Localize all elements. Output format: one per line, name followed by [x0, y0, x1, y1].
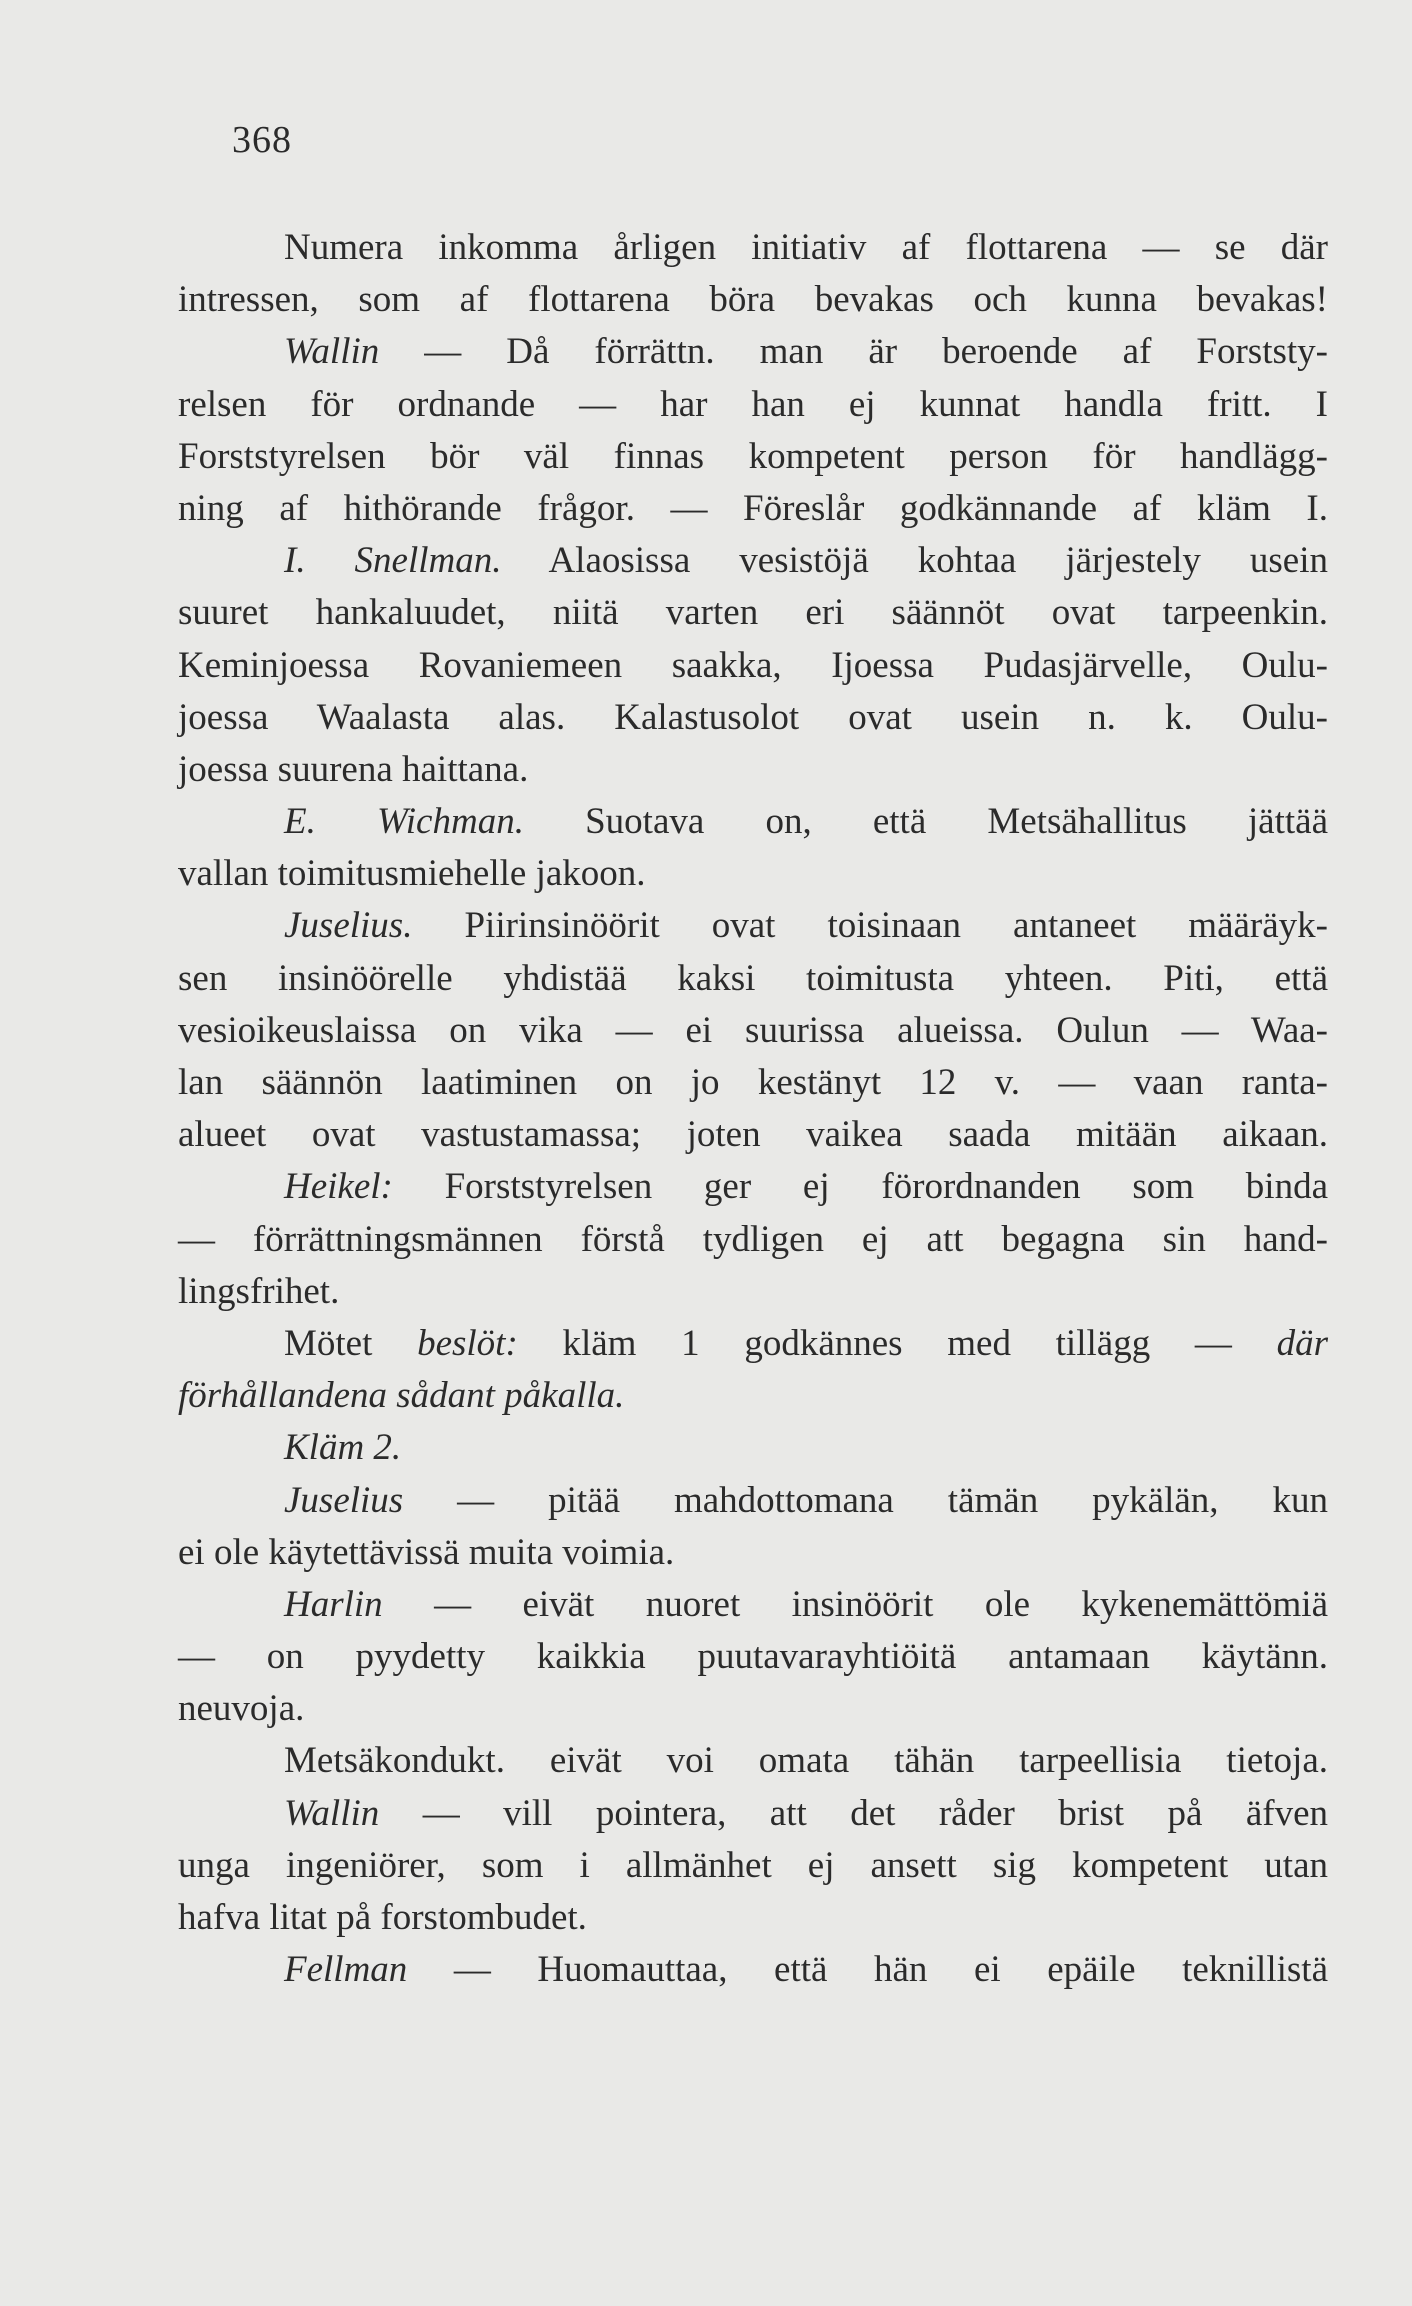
text-line	[178, 1005, 1328, 1057]
text-line	[178, 1318, 1328, 1370]
text-line	[178, 274, 1328, 326]
text-line	[178, 1422, 1328, 1474]
italic-text-segment: I. Snellman.	[284, 540, 502, 582]
text-line	[178, 326, 1328, 378]
text-line	[178, 1840, 1328, 1892]
text-line	[178, 1631, 1328, 1683]
italic-text-segment: Wallin	[284, 331, 380, 373]
text-line	[178, 1161, 1328, 1213]
body-text	[178, 222, 1328, 1996]
italic-text-segment: Harlin	[284, 1583, 383, 1625]
text-line	[178, 431, 1328, 483]
italic-text-segment: Wallin	[284, 1792, 380, 1834]
text-line	[178, 222, 1328, 274]
text-segment: relsen för ordnande — har han ej kunnat handla fritt. I	[178, 383, 1328, 425]
text-line	[178, 1527, 1328, 1579]
text-segment: — eivät nuoret insinöörit ole kykenemättömiä	[382, 1583, 1328, 1625]
text-segment: vallan toimitusmiehelle jakoon.	[178, 853, 646, 895]
text-segment: sen insinöörelle yhdistää kaksi toimitusta yhteen. Piti, että	[178, 957, 1328, 999]
italic-text-segment: förhållandena sådant påkalla.	[178, 1375, 625, 1417]
text-line	[178, 1683, 1328, 1735]
text-segment: — förrättningsmännen förstå tydligen ej att begagna sin hand-	[178, 1218, 1328, 1260]
text-segment: Forststyrelsen ger ej förordnanden som binda	[392, 1166, 1328, 1208]
text-line	[178, 1214, 1328, 1266]
text-line	[178, 1370, 1328, 1422]
text-line	[178, 1475, 1328, 1527]
text-segment: — Huomauttaa, että hän ei epäile teknillistä	[407, 1949, 1328, 1991]
text-segment: — on pyydetty kaikkia puutavarayhtiöitä antamaan käytänn.	[178, 1636, 1328, 1678]
text-segment: — vill pointera, att det råder brist på äfven	[379, 1792, 1328, 1834]
text-line	[178, 1266, 1328, 1318]
text-segment: Metsäkondukt. eivät voi omata tähän tarpeellisia tietoja.	[284, 1740, 1328, 1782]
italic-text-segment: Heikel:	[284, 1166, 393, 1208]
text-segment: lingsfrihet.	[178, 1270, 340, 1312]
text-line	[178, 1944, 1328, 1996]
text-line	[178, 1788, 1328, 1840]
text-segment: Alaosissa vesistöjä kohtaa järjestely usein	[501, 540, 1329, 582]
text-line	[178, 535, 1328, 587]
text-segment: unga ingeniörer, som i allmänhet ej ansett sig kompetent utan	[178, 1844, 1328, 1886]
text-line	[178, 796, 1328, 848]
text-segment: Suotava on, että Metsähallitus jättää	[523, 801, 1328, 843]
text-segment: Keminjoessa Rovaniemeen saakka, Ijoessa Pudasjärvelle, Oulu-	[178, 644, 1328, 686]
text-line	[178, 1735, 1328, 1787]
text-segment: joessa Waalasta alas. Kalastusolot ovat usein n. k. Oulu-	[178, 696, 1328, 738]
text-line	[178, 900, 1328, 952]
text-segment: Mötet	[284, 1322, 418, 1364]
text-segment: — pitää mahdottomana tämän pykälän, kun	[403, 1479, 1328, 1521]
italic-text-segment: Juselius	[284, 1479, 404, 1521]
text-line	[178, 1109, 1328, 1161]
italic-text-segment: där	[1276, 1322, 1328, 1364]
text-line	[178, 640, 1328, 692]
text-segment: — Då förrättn. man är beroende af Forststy-	[379, 331, 1328, 373]
italic-text-segment: beslöt:	[417, 1322, 518, 1364]
text-line	[178, 1892, 1328, 1944]
text-line	[178, 744, 1328, 796]
italic-text-segment: E. Wichman.	[284, 801, 524, 843]
text-line	[178, 848, 1328, 900]
italic-text-segment: Kläm 2.	[284, 1427, 402, 1469]
text-line	[178, 1057, 1328, 1109]
text-segment: alueet ovat vastustamassa; joten vaikea saada mitään aikaan.	[178, 1114, 1328, 1156]
text-line	[178, 379, 1328, 431]
text-segment: suuret hankaluudet, niitä varten eri säännöt ovat tarpeenkin.	[178, 592, 1328, 634]
text-segment: Forststyrelsen bör väl finnas kompetent person för handlägg-	[178, 435, 1328, 477]
text-segment: joessa suurena haittana.	[178, 748, 529, 790]
text-segment: ei ole käytettävissä muita voimia.	[178, 1531, 675, 1573]
text-segment: intressen, som af flottarena böra bevakas och kunna bevakas!	[178, 279, 1328, 321]
text-segment: ning af hithörande frågor. — Föreslår godkännande af kläm I.	[178, 487, 1328, 529]
page-number: 368	[232, 119, 292, 161]
italic-text-segment: Fellman	[284, 1949, 408, 1991]
text-segment: vesioikeuslaissa on vika — ei suurissa alueissa. Oulun — Waa-	[178, 1009, 1328, 1051]
text-segment: neuvoja.	[178, 1688, 305, 1730]
text-line	[178, 587, 1328, 639]
text-line	[178, 1579, 1328, 1631]
text-segment: kläm 1 godkännes med tillägg —	[517, 1322, 1277, 1364]
italic-text-segment: Juselius.	[284, 905, 413, 947]
text-segment: hafva litat på forstombudet.	[178, 1897, 587, 1938]
text-line	[178, 483, 1328, 535]
text-segment: lan säännön laatiminen on jo kestänyt 12 v. — vaan ranta-	[178, 1062, 1328, 1103]
text-segment: Piirinsinöörit ovat toisinaan antaneet määräyk-	[412, 905, 1328, 947]
text-line	[178, 692, 1328, 744]
text-segment: Numera inkomma årligen initiativ af flottarena — se där	[284, 227, 1328, 268]
text-line	[178, 953, 1328, 1005]
